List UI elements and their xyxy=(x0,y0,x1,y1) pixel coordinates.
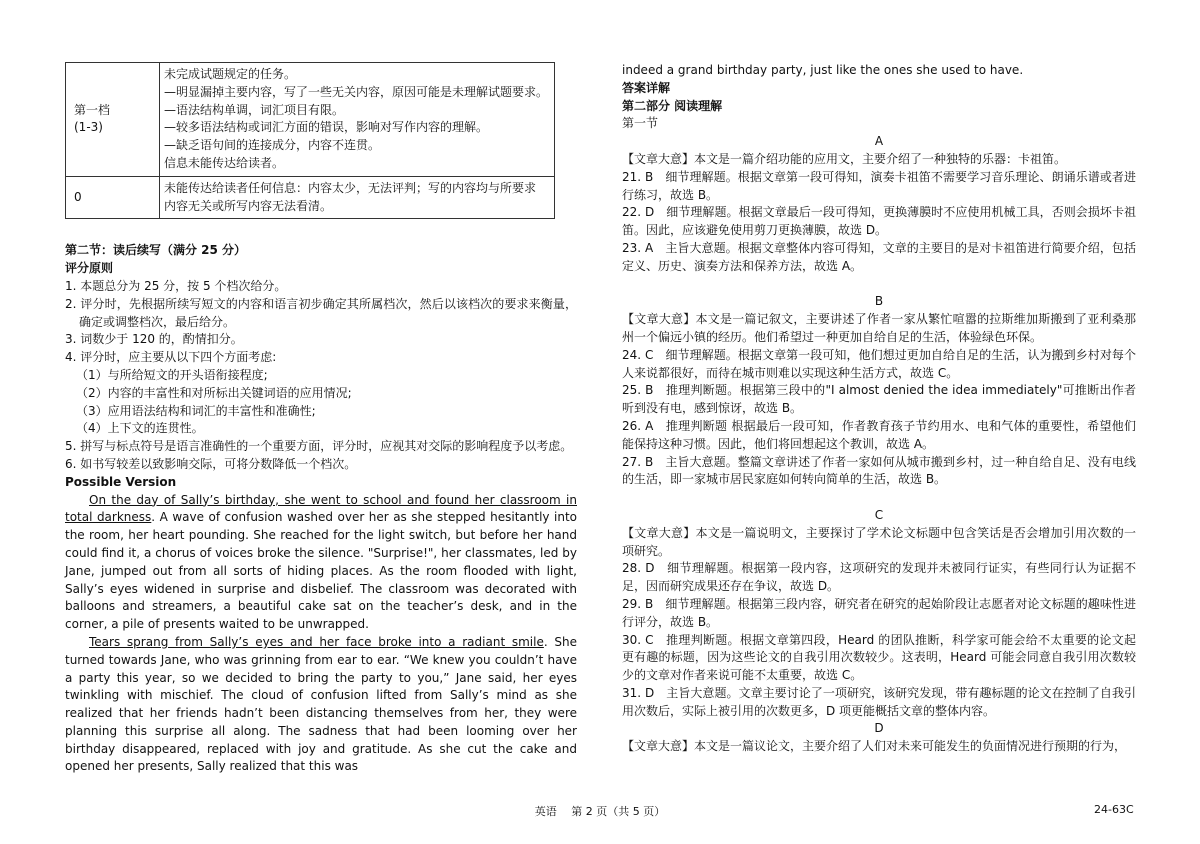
answer-item: 25. B 推理判断题。根据第三段中的"I almost denied the idea immediately"可推断出作者听到没有电，感到惊讶，故选 B。 xyxy=(622,383,1136,416)
part-title: 第二部分 阅读理解 xyxy=(622,98,723,113)
footer-subject: 英语 xyxy=(534,805,557,818)
principle-item: 3. 词数少于 120 的，酌情扣分。 xyxy=(65,332,243,347)
footer-page-info xyxy=(0,803,1200,819)
paragraph-text: . She turned towards Jane, who was grinning from ear to ear. “We knew you couldn’t have a party this year, so we decided to bring the party to you,” Jane said, her eyes twinkling with mischief. The cloud of confusion lifted from Sally’s mind as she realized that her friends hadn’t been distancing themselves from her, they were planning this surprise all along. The sadness that had been looming over her birthday disappeared, replaced with joy and gratitude. As she cut the cake and opened her presents, Sally realized that this was xyxy=(65,634,577,774)
answer-item: 22. D 细节理解题。根据文章最后一段可得知，更换薄膜时不应使用机械工具，否则会损坏卡祖笛。因此，应该避免使用剪刀更换薄膜，故选 D。 xyxy=(622,205,1136,238)
spacer xyxy=(622,276,1136,294)
principle-item: 4. 评分时，应主要从以下四个方面考虑: xyxy=(65,350,277,365)
answer-item: 27. B 主旨大意题。整篇文章讲述了作者一家如何从城市搬到乡村，过一种自给自足、没有电线的生活，即一家城市居民家庭如何转向简单的生活，故选 B。 xyxy=(622,454,1136,487)
grade-description-line: 未完成试题规定的任务。 xyxy=(164,67,297,81)
passage-summary: 【文章大意】本文是一篇记叙文，主要讲述了作者一家从繁忙喧嚣的拉斯维加斯搬到了亚利桑那州一个偏远小镇的经历。他们希望过一种更加自给自足的生活，体验绿色环保。 xyxy=(622,312,1136,344)
principle-item: （4）上下文的连贯性。 xyxy=(76,421,204,436)
grade-description-cell xyxy=(160,176,555,219)
grade-description-line: 内容无关或所写内容无法看清。 xyxy=(164,198,333,213)
grade-description-line: —缺乏语句间的连接成分，内容不连贯。 xyxy=(164,138,381,153)
passage-letter: A xyxy=(874,134,884,149)
answer-item: 26. A 推理判断题 根据最后一段可知，作者教育孩子节约用水、电和气体的重要性，希望他们能保持这种习惯。因此，他们将回想起这个教训，故选 A。 xyxy=(622,418,1136,451)
principle-item: （2）内容的丰富性和对所标出关键词语的应用情况; xyxy=(76,385,352,400)
answer-item: 28. D 细节理解题。根据第一段内容，这项研究的发现并未被同行证实，有些同行认为证据不足，因而研究成果还存在争议，故选 D。 xyxy=(622,561,1136,594)
answer-item: 30. C 推理判断题。根据文章第四段，Heard 的团队推断，科学家可能会给不太重要的论文起更有趣的标题，因为这些论文的自我引用次数较少。这表明，Heard 可能会同意自我引用次数较少的文章对作者来说可能不太重要，故选 C。 xyxy=(622,632,1136,683)
principles-title: 评分原则 xyxy=(65,261,114,276)
principle-item: 5. 拼写与标点符号是语言准确性的一个重要方面，评分时，应视其对交际的影响程度予以考虑。 xyxy=(65,439,573,454)
answer-item: 21. B 细节理解题。根据文章第一段可得知，演奏卡祖笛不需要学习音乐理论、朗诵乐谱或者进行练习，故选 B。 xyxy=(622,169,1136,202)
passage-summary: 【文章大意】本文是一篇介绍功能的应用文，主要介绍了一种独特的乐器：卡祖笛。 xyxy=(622,151,1067,166)
grade-level-cell xyxy=(66,176,160,219)
grading-table xyxy=(65,62,555,219)
left-column xyxy=(65,62,577,776)
grade-level-label: 0 xyxy=(74,189,82,204)
version-paragraph-1 xyxy=(65,492,577,634)
section-title: 第二节：读后续写（满分 25 分） xyxy=(65,243,247,258)
continuation-line: indeed a grand birthday party, just like the ones she used to have. xyxy=(622,63,1024,77)
principles-list xyxy=(65,278,577,474)
grade-description-line: —明显漏掉主要内容，写了一些无关内容，原因可能是未理解试题要求。 xyxy=(164,84,549,99)
answer-item: 23. A 主旨大意题。根据文章整体内容可得知，文章的主要目的是对卡祖笛进行简要介绍，包括定义、历史、演奏方法和保养方法，故选 A。 xyxy=(622,240,1136,273)
grade-description-line: 未能传达给读者任何信息：内容太少，无法评判；写的内容均与所要求 xyxy=(164,180,537,195)
underlined-opening: On the day of Sally’s birthday, she went to school and found her classroom in total darkness xyxy=(65,492,577,525)
grade-description-line: —语法结构单调，词汇项目有限。 xyxy=(164,102,345,117)
underlined-opening: Tears sprang from Sally’s eyes and her face broke into a radiant smile xyxy=(89,634,544,649)
passage-summary: 【文章大意】本文是一篇议论文，主要介绍了人们对未来可能发生的负面情况进行预期的行为， xyxy=(622,739,1127,754)
answer-item: 31. D 主旨大意题。文章主要讨论了一项研究，该研究发现，带有趣标题的论文在控制了自我引用次数后，实际上被引用的次数更多，D 项更能概括文章的整体内容。 xyxy=(622,685,1136,718)
footer-code: 24-63C xyxy=(1094,803,1134,816)
version-title: Possible Version xyxy=(65,474,177,489)
table-row xyxy=(66,63,555,177)
grade-description-line: 信息未能传达给读者。 xyxy=(164,155,285,170)
principle-item: （3）应用语法结构和词汇的丰富性和准确性; xyxy=(76,403,316,418)
grade-level-label: 第一档 xyxy=(74,102,111,117)
passage-summary: 【文章大意】本文是一篇说明文，主要探讨了学术论文标题中包含笑话是否会增加引用次数的一项研究。 xyxy=(622,525,1136,558)
grade-level-cell xyxy=(66,63,160,177)
passages xyxy=(622,133,1136,756)
principle-item: 2. 评分时，先根据所续写短文的内容和语言初步确定其所属档次，然后以该档次的要求来衡量，确定或调整档次，最后给分。 xyxy=(65,296,577,329)
spacer xyxy=(622,489,1136,507)
principle-item: （1）与所给短文的开头语衔接程度; xyxy=(76,367,268,382)
answers-title: 答案详解 xyxy=(622,80,671,95)
answer-item: 24. C 细节理解题。根据文章第一段可知，他们想过更加自给自足的生活，认为搬到乡村对每个人来说都很好，而待在城市则难以实现这种生活方式，故选 C。 xyxy=(622,347,1136,380)
grade-description-cell xyxy=(160,63,555,177)
right-column xyxy=(622,62,1136,756)
grade-description-line: —较多语法结构或词汇方面的错误，影响对写作内容的理解。 xyxy=(164,120,489,135)
passage-letter: C xyxy=(874,507,884,522)
table-row xyxy=(66,176,555,219)
grade-level-label: (1-3) xyxy=(74,120,103,135)
principle-item: 6. 如书写较差以致影响交际，可将分数降低一个档次。 xyxy=(65,456,357,471)
section-one-title: 第一节 xyxy=(622,116,659,131)
passage-letter: B xyxy=(874,294,884,309)
footer-page: 第 2 页（共 5 页） xyxy=(571,805,666,818)
passage-letter: D xyxy=(874,721,884,736)
paragraph-text: . A wave of confusion washed over her as she stepped hesitantly into the room, her heart pounding. She reached for the light switch, but before her hand could find it, a chorus of voices broke the silence. "Surprise!", her classmates, led by Jane, jumped out from all sorts of hiding places. As the room flooded with light, Sally’s eyes widened in surprise and disbelief. The classroom was decorated with balloons and streamers, a beautiful cake sat on the teacher’s desk, and in the corner, a pile of presents waited to be unwrapped. xyxy=(65,510,577,632)
version-paragraph-2 xyxy=(65,634,577,776)
answer-item: 29. B 细节理解题。根据第三段内容，研究者在研究的起始阶段让志愿者对论文标题的趣味性进行评分，故选 B。 xyxy=(622,596,1136,629)
principle-item: 1. 本题总分为 25 分，按 5 个档次给分。 xyxy=(65,278,287,293)
